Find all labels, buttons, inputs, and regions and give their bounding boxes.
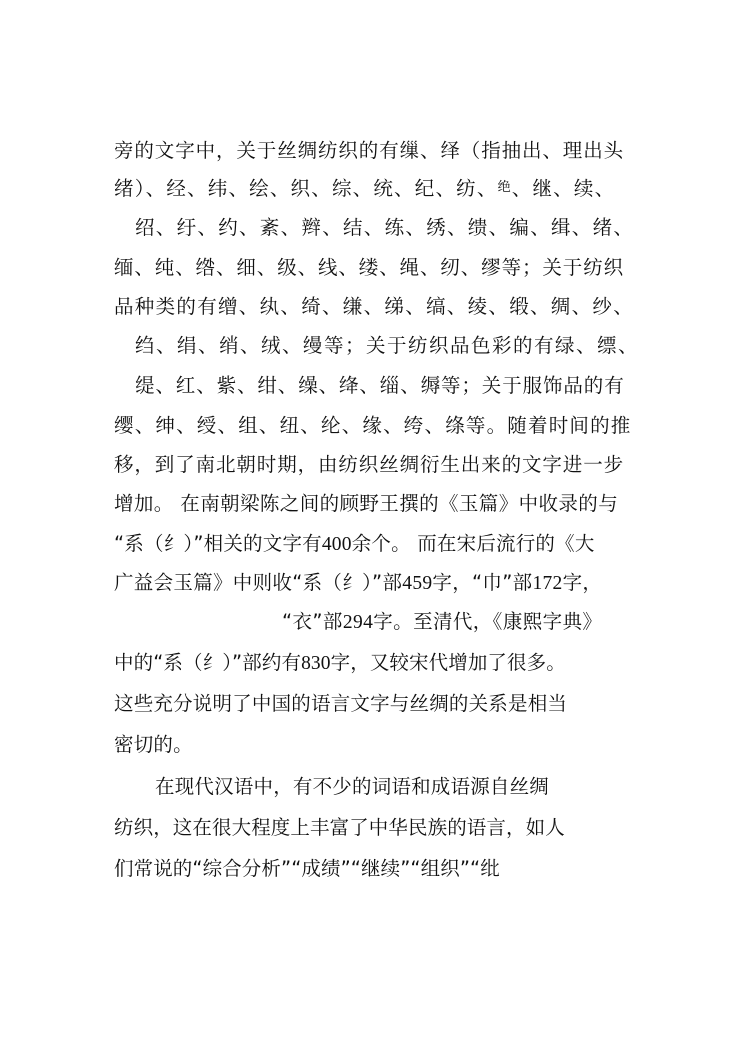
small-glyph: 绝 (497, 180, 512, 195)
number: 400 (321, 534, 352, 555)
text-span: “系（纟）”相关的文字有 (114, 532, 322, 555)
text-span: 绪）、经、纬、绘、织、综、统、纪、纺、 (114, 177, 498, 200)
text-line (282, 610, 602, 634)
text-span: 字，“巾”部 (432, 571, 533, 594)
text-line: 移，到了南北朝时期，由纺织丝绸衍生出来的文字进一步 (114, 453, 625, 476)
text-line: 纺织，这在很大程度上丰富了中华民族的语言，如人 (114, 816, 565, 839)
text-line: 缨、绅、绶、组、纽、纶、缘、绔、绦等。随着时间的推 (114, 414, 632, 437)
text-line: 缇、红、紫、绀、缲、绛、缁、缛等；关于服饰品的有 (135, 374, 625, 397)
text-line: 品种类的有缯、纨、绮、缣、绨、缟、绫、缎、绸、纱、 (114, 295, 635, 318)
text-line: 们常说的“综合分析”“成绩”“继续”“组织”“纰 (114, 857, 500, 880)
text-line: 绍、纡、约、紊、辫、结、练、绣、缋、编、缉、绪、 (135, 216, 635, 239)
text-span: “衣”部 (282, 610, 343, 633)
text-line: 密切的。 (114, 733, 193, 756)
text-line: 旁的文字中，关于丝绸纺织的有缫、绎（指抽出、理出头 (114, 139, 625, 162)
text-line: 绉、绢、绡、绒、缦等；关于纺织品色彩的有绿、缥、 (135, 334, 640, 357)
number: 294 (342, 612, 374, 633)
text-line (114, 176, 615, 200)
text-span: 余个。 而在宋后流行的《大 (351, 532, 595, 555)
text-line (114, 532, 595, 556)
number: 172 (532, 573, 563, 594)
text-line: 增加。 在南朝梁陈之间的顾野王撰的《玉篇》中收录的与 (114, 492, 619, 515)
text-span: 广益会玉篇》中则收“系（纟）”部 (114, 571, 403, 594)
text-span: 字。至清代，《康熙字典》 (373, 610, 603, 633)
text-line (114, 571, 602, 595)
text-line (114, 651, 566, 675)
text-span: 字，又较宋代增加了很多。 (330, 651, 566, 674)
text-line: 这些充分说明了中国的语言文字与丝绸的关系是相当 (114, 692, 568, 715)
number: 830 (301, 653, 331, 674)
text-line: 缅、纯、绺、细、级、线、缕、绳、纫、缪等；关于纺织 (114, 256, 625, 279)
text-span: 中的“系（纟）”部约有 (114, 651, 302, 674)
paragraph-first-line: 在现代汉语中，有不少的词语和成语源自丝绸 (155, 775, 550, 798)
text-span: 字， (562, 571, 603, 594)
number: 459 (402, 573, 433, 594)
text-span: 、继、续、 (511, 177, 616, 200)
